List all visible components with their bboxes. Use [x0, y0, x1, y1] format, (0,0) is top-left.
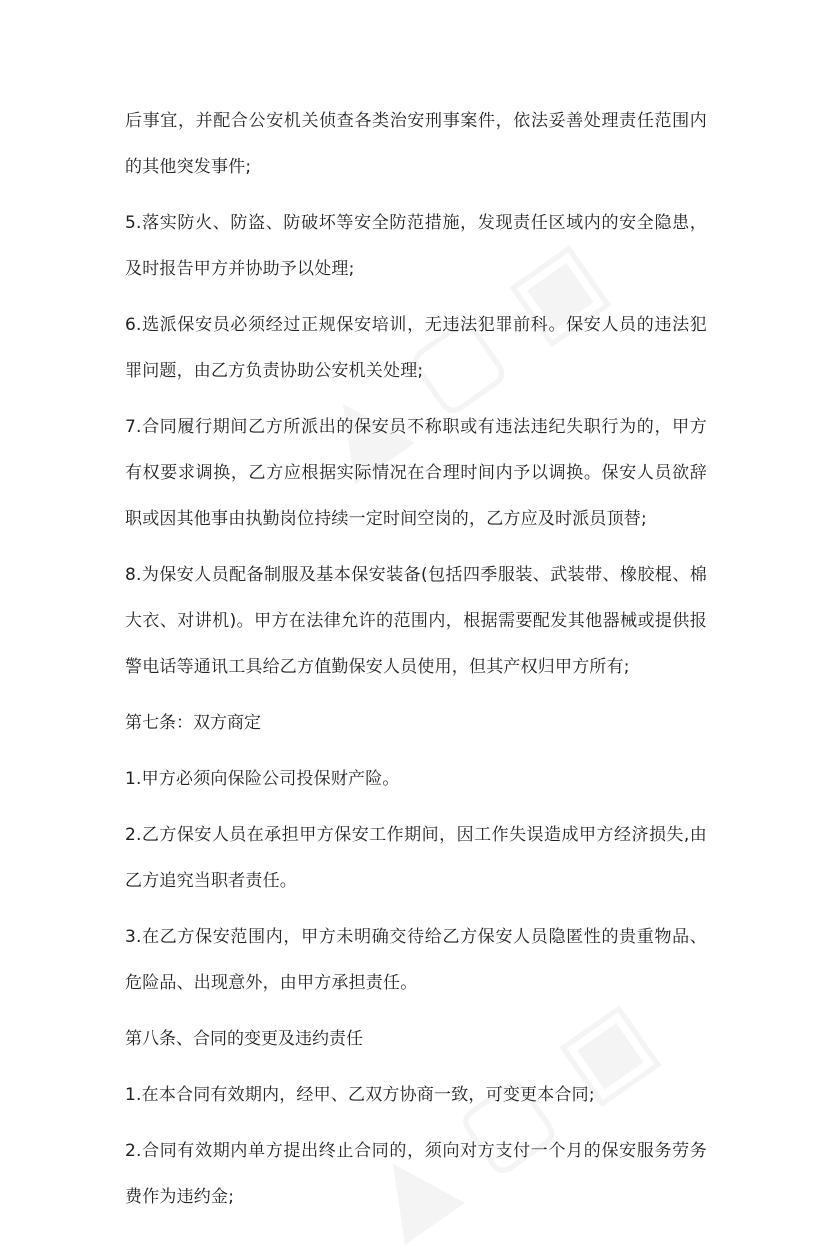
paragraph: 8.为保安人员配备制服及基本保安装备(包括四季服装、武装带、橡胶棍、棉大衣、对讲机)。甲方在法律允许的范围内，根据需要配发其他器械或提供报警电话等通讯工具给乙方值勤保安人员使用，但其产权归甲方所有;	[125, 565, 707, 677]
paragraph: 1.甲方必须向保险公司投保财产险。	[125, 769, 400, 789]
section-heading: 第八条、合同的变更及违约责任	[125, 1029, 363, 1049]
paragraph: 5.落实防火、防盗、防破坏等安全防范措施，发现责任区域内的安全隐患，及时报告甲方并协助予以处理;	[125, 213, 707, 279]
section-heading: 第七条：双方商定	[125, 713, 261, 733]
paragraph: 2.合同有效期内单方提出终止合同的，须向对方支付一个月的保安服务劳务费作为违约金;	[125, 1141, 707, 1207]
paragraph: 2.乙方保安人员在承担甲方保安工作期间，因工作失误造成甲方经济损失,由乙方追究当职者责任。	[125, 825, 707, 891]
paragraph: 后事宜，并配合公安机关侦查各类治安刑事案件，依法妥善处理责任范围内的其他突发事件;	[125, 111, 707, 177]
document-body	[125, 98, 707, 1230]
paragraph: 6.选派保安员必须经过正规保安培训，无违法犯罪前科。保安人员的违法犯罪问题，由乙方负责协助公安机关处理;	[125, 315, 707, 381]
paragraph: 7.合同履行期间乙方所派出的保安员不称职或有违法违纪失职行为的，甲方有权要求调换，乙方应根据实际情况在合理时间内予以调换。保安人员欲辞职或因其他事由执勤岗位持续一定时间空岗的，乙方应及时派员顶替;	[125, 417, 707, 529]
paragraph: 1.在本合同有效期内，经甲、乙双方协商一致，可变更本合同;	[125, 1085, 595, 1105]
paragraph: 3.在乙方保安范围内，甲方未明确交待给乙方保安人员隐匿性的贵重物品、危险品、出现意外，由甲方承担责任。	[125, 927, 707, 993]
